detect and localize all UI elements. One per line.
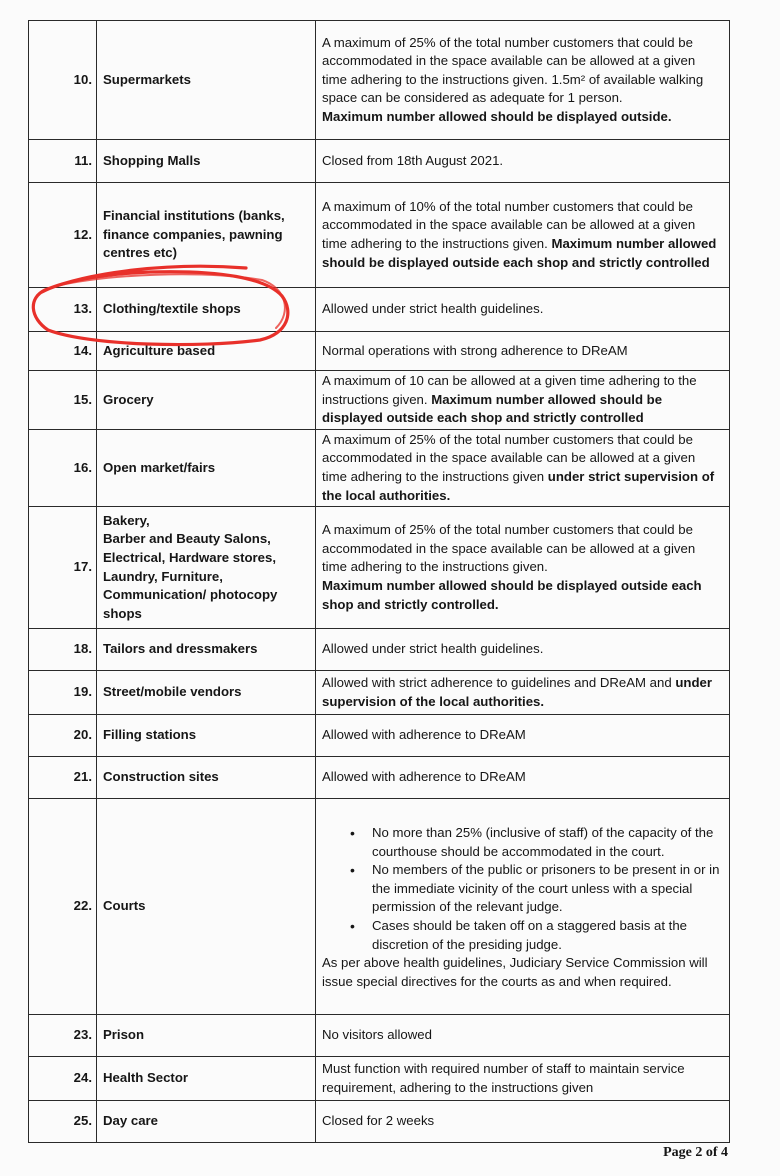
row-number: 25. (29, 1101, 97, 1143)
guideline-text: A maximum of 25% of the total number customers that could be accommodated in the space available can be allowed at a given time adhering to the instructions given. (322, 522, 696, 575)
guideline-text: Closed for 2 weeks (322, 1113, 435, 1129)
row-guideline (316, 371, 730, 430)
row-number: 11. (29, 140, 97, 183)
category-line: Open market/fairs (103, 459, 216, 475)
category-line: Construction sites (103, 769, 219, 785)
guideline-text: Allowed under strict health guidelines. (322, 641, 544, 657)
guideline-emphasis: Maximum number allowed should be displayed outside each shop and strictly controlled (322, 236, 717, 270)
row-category (97, 629, 316, 671)
category-line: Communication/ photocopy shops (103, 587, 278, 621)
table-row (29, 140, 730, 183)
row-category (97, 371, 316, 430)
guideline-text: A maximum of 25% of the total number customers that could be accommodated in the space available can be allowed at a given time adhering to the instructions given (322, 431, 696, 484)
table-row (29, 629, 730, 671)
category-line: Filling stations (103, 727, 197, 743)
row-guideline (316, 671, 730, 715)
category-line: Barber and Beauty Salons, (103, 531, 271, 547)
table-row (29, 507, 730, 629)
row-number: 14. (29, 332, 97, 371)
row-category (97, 429, 316, 506)
guideline-emphasis: under supervision of the local authorities. (322, 675, 712, 709)
category-line: Health Sector (103, 1070, 189, 1086)
guideline-text: Must function with required number of staff to maintain service requirement, adhering to the instructions given (322, 1061, 685, 1095)
table-row (29, 671, 730, 715)
table-row (29, 1057, 730, 1101)
row-category (97, 507, 316, 629)
guideline-text: No visitors allowed (322, 1027, 432, 1043)
category-line: Shopping Malls (103, 152, 201, 168)
row-number: 15. (29, 371, 97, 430)
table-row (29, 715, 730, 757)
guideline-text: Allowed under strict health guidelines. (322, 301, 544, 317)
row-guideline (316, 1015, 730, 1057)
guideline-emphasis: Maximum number allowed should be displayed outside each shop and strictly controlled (322, 391, 663, 426)
row-number: 19. (29, 671, 97, 715)
row-guideline (316, 507, 730, 629)
guideline-text: Allowed with adherence to DReAM (322, 769, 526, 785)
table-row (29, 371, 730, 430)
guideline-text: Normal operations with strong adherence to DReAM (322, 342, 628, 358)
row-category (97, 183, 316, 288)
row-guideline (316, 183, 730, 288)
category-line: Laundry, Furniture, (103, 568, 223, 584)
row-guideline (316, 1101, 730, 1143)
table-row (29, 183, 730, 288)
category-line: Supermarkets (103, 71, 191, 87)
row-guideline (316, 799, 730, 1015)
category-line: Clothing/textile shops (103, 301, 241, 317)
table-row (29, 1015, 730, 1057)
row-guideline (316, 140, 730, 183)
table-row (29, 288, 730, 332)
category-line: Tailors and dressmakers (103, 641, 258, 657)
category-line: Bakery, (103, 512, 150, 528)
row-number: 22. (29, 799, 97, 1015)
guideline-text: A maximum of 10 can be allowed at a given time adhering to the instructions given. (322, 373, 697, 407)
row-number: 21. (29, 757, 97, 799)
guideline-text: Allowed with adherence to DReAM (322, 727, 526, 743)
row-number: 10. (29, 21, 97, 140)
category-line: Street/mobile vendors (103, 684, 242, 700)
table-row (29, 332, 730, 371)
guideline-bullet-item: • No more than 25% (inclusive of staff) of the capacity of the courthouse should be accommodated in the court. (372, 824, 723, 861)
guideline-bullet-item: • No members of the public or prisoners to be present in or in the immediate vicinity of the court unless with a special permission of the relevant judge. (372, 861, 723, 917)
row-guideline (316, 429, 730, 506)
guideline-text: Allowed with strict adherence to guidelines and DReAM and (322, 675, 672, 691)
category-line: Agriculture based (103, 342, 216, 358)
category-line: Prison (103, 1027, 145, 1043)
row-guideline (316, 288, 730, 332)
row-guideline (316, 715, 730, 757)
row-number: 24. (29, 1057, 97, 1101)
category-line: Courts (103, 898, 146, 914)
row-number: 16. (29, 429, 97, 506)
row-category (97, 799, 316, 1015)
row-category (97, 1101, 316, 1143)
row-category (97, 332, 316, 371)
row-number: 12. (29, 183, 97, 288)
row-number: 13. (29, 288, 97, 332)
guideline-emphasis: Maximum number allowed should be displayed outside. (322, 108, 672, 124)
guideline-emphasis: under strict supervision of the local authorities. (322, 468, 715, 503)
row-guideline (316, 629, 730, 671)
guideline-emphasis: Maximum number allowed should be displayed outside each shop and strictly controlled. (322, 577, 702, 612)
guideline-text: A maximum of 25% of the total number customers that could be accommodated in the space available can be allowed at a given time adhering to the instructions given. 1.5m² of available walking space can be considered as adequate for 1 person. (322, 34, 704, 106)
row-guideline (316, 332, 730, 371)
guideline-text: A maximum of 10% of the total number customers that could be accommodated in the space available can be allowed at a given time adhering to the instructions given. (322, 198, 696, 251)
category-line: Financial institutions (banks, finance companies, pawning centres etc) (103, 208, 285, 261)
row-number: 23. (29, 1015, 97, 1057)
row-category (97, 715, 316, 757)
row-guideline (316, 1057, 730, 1101)
row-category (97, 21, 316, 140)
row-category (97, 140, 316, 183)
regulations-table (28, 20, 730, 1143)
guideline-text: As per above health guidelines, Judiciary Service Commission will issue special directives for the courts as and when required. (322, 955, 708, 989)
row-category (97, 1057, 316, 1101)
table-row (29, 429, 730, 506)
regulations-table-body (29, 21, 730, 1143)
category-line: Grocery (103, 391, 154, 407)
row-guideline (316, 21, 730, 140)
guideline-text: Closed from 18th August 2021. (322, 152, 504, 168)
row-category (97, 757, 316, 799)
page-number: Page 2 of 4 (663, 1145, 728, 1160)
row-number: 20. (29, 715, 97, 757)
guideline-bullet-item: • Cases should be taken off on a staggered basis at the discretion of the presiding judge. (372, 917, 723, 954)
guideline-bullet-list (322, 824, 723, 954)
row-category (97, 671, 316, 715)
category-line: Electrical, Hardware stores, (103, 550, 276, 566)
table-row (29, 1101, 730, 1143)
row-category (97, 1015, 316, 1057)
row-number: 18. (29, 629, 97, 671)
table-row (29, 757, 730, 799)
row-guideline (316, 757, 730, 799)
row-number: 17. (29, 507, 97, 629)
category-line: Day care (103, 1113, 158, 1129)
table-row (29, 799, 730, 1015)
row-category (97, 288, 316, 332)
table-row (29, 21, 730, 140)
